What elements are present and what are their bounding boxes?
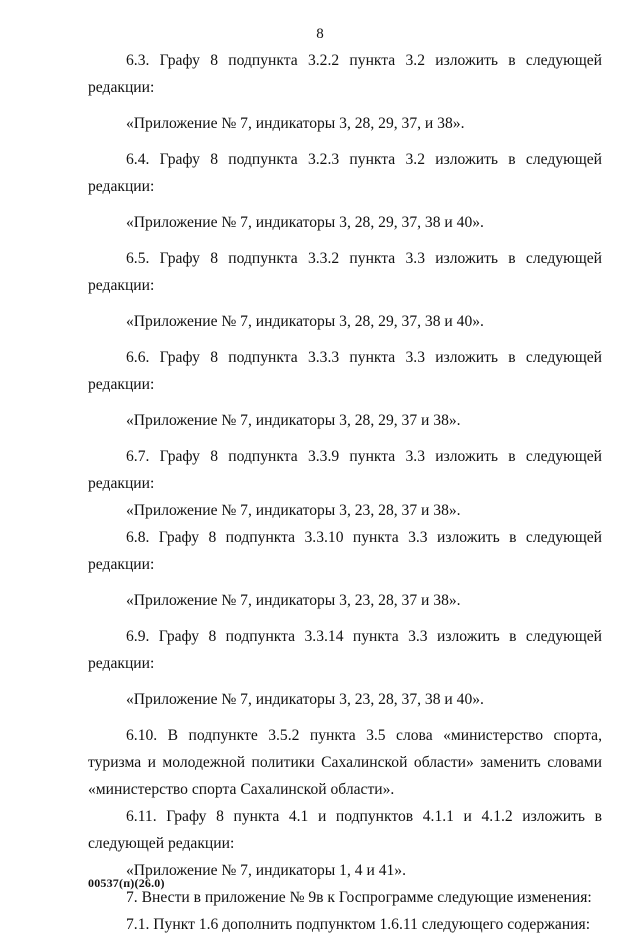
document-body (88, 47, 602, 938)
quoted-text-paragraph: «Приложение № 7, индикаторы 3, 23, 28, 37 и 38». (126, 592, 461, 609)
amendment-paragraph: 6.9. Графу 8 подпункта 3.3.14 пункта 3.3 изложить в следующей редакции: (88, 628, 602, 672)
document-code: 00537(п)(26.0) (88, 876, 165, 890)
amendment-paragraph: 6.10. В подпункте 3.5.2 пункта 3.5 слова «министерство спорта, туризма и молодежной политики Сахалинской области» заменить словами «министерство спорта Сахалинской области». (88, 727, 602, 798)
amendment-paragraph: 6.6. Графу 8 подпункта 3.3.3 пункта 3.3 изложить в следующей редакции: (88, 349, 602, 393)
amendment-paragraph: 6.4. Графу 8 подпункта 3.2.3 пункта 3.2 изложить в следующей редакции: (88, 151, 602, 195)
quoted-text-paragraph: «Приложение № 7, индикаторы 3, 28, 29, 37 и 38». (126, 412, 461, 429)
quoted-text-paragraph: «Приложение № 7, индикаторы 3, 28, 29, 37, 38 и 40». (126, 214, 484, 231)
page-number: 8 (316, 26, 324, 42)
amendment-paragraph: 6.8. Графу 8 подпункта 3.3.10 пункта 3.3 изложить в следующей редакции: (88, 529, 602, 573)
amendment-paragraph: 7. Внести в приложение № 9в к Госпрограмме следующие изменения: (126, 889, 592, 906)
quoted-text-paragraph: «Приложение № 7, индикаторы 3, 28, 29, 37, 38 и 40». (126, 313, 484, 330)
amendment-paragraph: 6.3. Графу 8 подпункта 3.2.2 пункта 3.2 изложить в следующей редакции: (88, 52, 602, 96)
quoted-text-paragraph: «Приложение № 7, индикаторы 3, 28, 29, 37, и 38». (126, 115, 465, 132)
amendment-paragraph: 6.5. Графу 8 подпункта 3.3.2 пункта 3.3 изложить в следующей редакции: (88, 250, 602, 294)
amendment-paragraph: 6.7. Графу 8 подпункта 3.3.9 пункта 3.3 изложить в следующей редакции: (88, 448, 602, 492)
amendment-paragraph: «Приложение № 7, индикаторы 1, 4 и 41». (126, 862, 406, 879)
amendment-paragraph: 7.1. Пункт 1.6 дополнить подпунктом 1.6.11 следующего содержания: (126, 916, 591, 933)
quoted-text-paragraph: «Приложение № 7, индикаторы 3, 23, 28, 37, 38 и 40». (126, 691, 484, 708)
amendment-paragraph: «Приложение № 7, индикаторы 3, 23, 28, 37 и 38». (126, 502, 461, 519)
amendment-paragraph: 6.11. Графу 8 пункта 4.1 и подпунктов 4.1.1 и 4.1.2 изложить в следующей редакции: (88, 808, 602, 852)
